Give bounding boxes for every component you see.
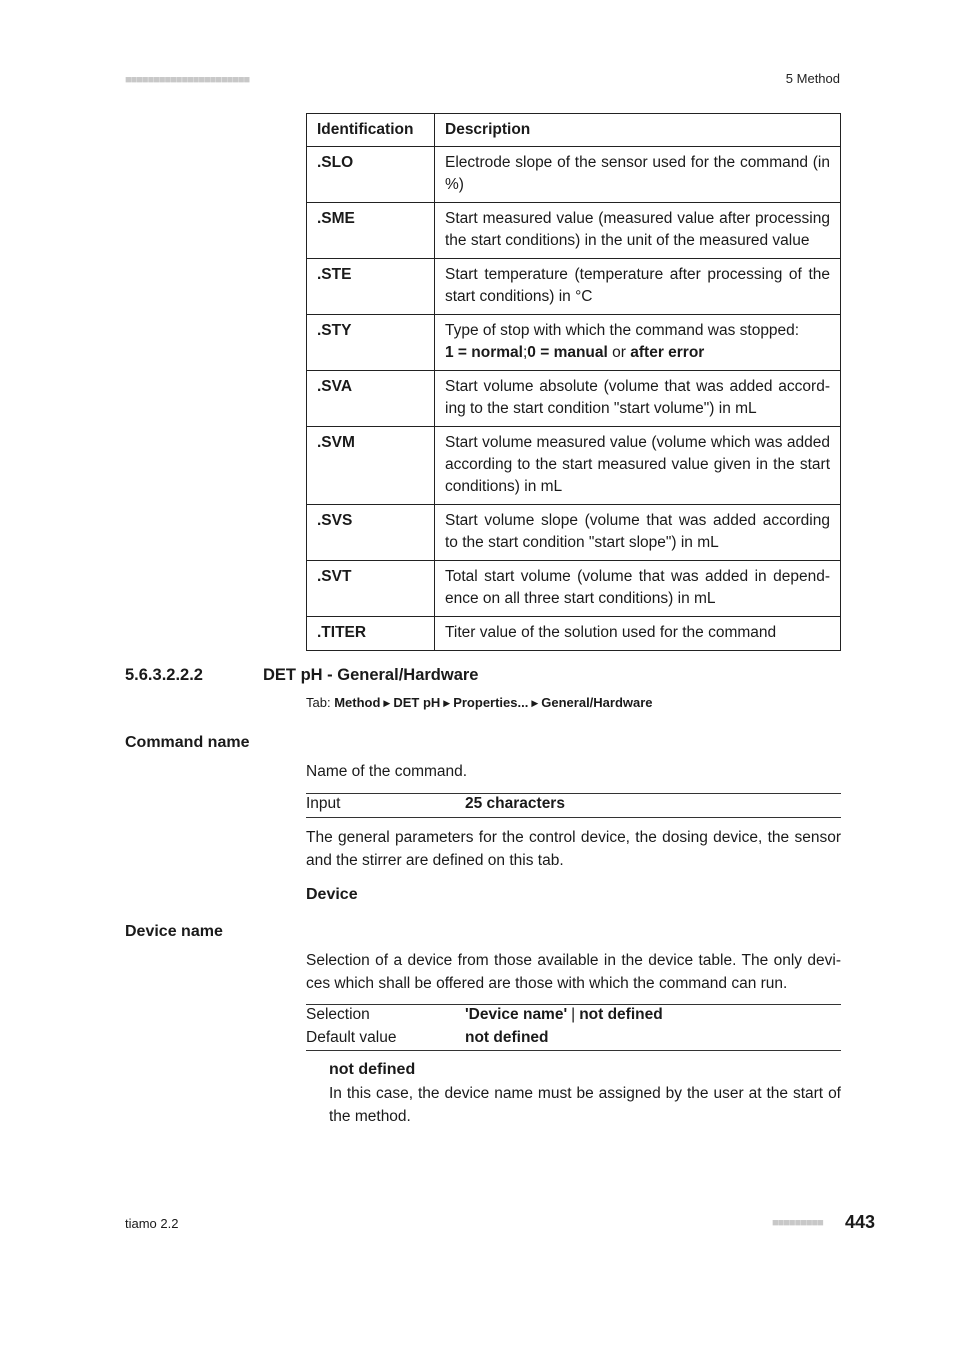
divider (306, 1004, 841, 1005)
row-identifier: .SVT (307, 561, 435, 617)
table-row (307, 147, 841, 203)
table-row (307, 315, 841, 371)
row-identifier: .STY (307, 315, 435, 371)
chapter-title: 5 Method (785, 71, 840, 86)
divider (306, 793, 841, 794)
row-description: Start volume absolute (volume that was added accord-ing to the start condition "start volume") in mL (435, 371, 841, 427)
tab-breadcrumb (306, 695, 653, 710)
section-title: DET pH - General/Hardware (263, 666, 479, 684)
stop-type-intro: Type of stop with which the command was stopped: (445, 322, 800, 339)
breadcrumb-arrow-icon: ▶ (383, 698, 391, 708)
footer-product: tiamo 2.2 (125, 1216, 179, 1231)
row-description: Start measured value (measured value after processing the start conditions) in the unit of the measured value (435, 203, 841, 259)
general-parameters-text: The general parameters for the control device, the dosing device, the sensor and the stirrer are defined on this tab. (306, 829, 841, 869)
divider (306, 1050, 841, 1051)
breadcrumb-item-properties: Properties... (453, 695, 529, 710)
table-row (307, 371, 841, 427)
row-description: Start volume slope (volume that was added according to the start condition "start slope") in mL (435, 505, 841, 561)
input-key: Input (306, 795, 341, 812)
breadcrumb-prefix: Tab: (306, 695, 335, 710)
column-header-description: Description (435, 114, 841, 147)
identification-table (306, 113, 841, 651)
stop-type-or: or (607, 344, 631, 361)
selection-option-not-defined: not defined (579, 1006, 663, 1023)
device-name-label: Device name (125, 923, 223, 940)
row-identifier: .STE (307, 259, 435, 315)
row-identifier: .SME (307, 203, 435, 259)
divider (306, 817, 841, 818)
default-value-key: Default value (306, 1029, 397, 1046)
page-number: 443 (845, 1212, 876, 1232)
not-defined-title: not defined (329, 1061, 416, 1078)
device-name-description: Selection of a device from those available in the device table. The only devi-ces which shall be offered are those with which the command can run. (306, 952, 841, 992)
selection-value (465, 1006, 663, 1024)
row-description: Start temperature (temperature after processing of the start conditions) in °C (435, 259, 841, 315)
column-header-identification: Identification (307, 114, 435, 147)
table-row (307, 427, 841, 505)
breadcrumb-item-method: Method (334, 695, 381, 710)
row-identifier: .SVS (307, 505, 435, 561)
table-row (307, 259, 841, 315)
breadcrumb-item-det-ph: DET pH (393, 695, 441, 710)
row-description (435, 315, 841, 371)
row-identifier: .SVM (307, 427, 435, 505)
selection-key: Selection (306, 1006, 370, 1023)
breadcrumb-item-general-hardware: General/Hardware (541, 695, 653, 710)
stop-type-normal: 1 = normal (445, 344, 523, 361)
table-row (307, 617, 841, 651)
selection-separator: | (571, 1006, 576, 1023)
stop-type-error: after error (630, 344, 705, 361)
row-identifier: .TITER (307, 617, 435, 651)
stop-type-separator: ; (522, 344, 528, 361)
selection-option-device-name: 'Device name' (465, 1006, 568, 1023)
section-number: 5.6.3.2.2.2 (125, 666, 203, 684)
row-description: Total start volume (volume that was added in depend-ence on all three start conditions) in mL (435, 561, 841, 617)
row-description: Start volume measured value (volume which was added according to the start measured value given in the start conditions) in mL (435, 427, 841, 505)
table-header-row (307, 114, 841, 147)
table-row (307, 561, 841, 617)
header-decoration: ■■■■■■■■■■■■■■■■■■■■■■ (125, 74, 250, 86)
input-value: 25 characters (465, 795, 565, 812)
row-description: Electrode slope of the sensor used for the command (in %) (435, 147, 841, 203)
table-row (307, 203, 841, 259)
row-identifier: .SLO (307, 147, 435, 203)
device-heading: Device (306, 886, 358, 903)
not-defined-description: In this case, the device name must be assigned by the user at the start of the method. (329, 1085, 841, 1125)
footer-decoration: ■■■■■■■■■ (772, 1217, 823, 1229)
breadcrumb-arrow-icon: ▶ (443, 698, 451, 708)
command-name-description: Name of the command. (306, 763, 468, 780)
row-identifier: .SVA (307, 371, 435, 427)
table-row (307, 505, 841, 561)
command-name-label: Command name (125, 734, 250, 751)
row-description: Titer value of the solution used for the command (435, 617, 841, 651)
default-value: not defined (465, 1029, 549, 1046)
stop-type-manual: 0 = manual (527, 344, 608, 361)
breadcrumb-arrow-icon: ▶ (531, 698, 539, 708)
